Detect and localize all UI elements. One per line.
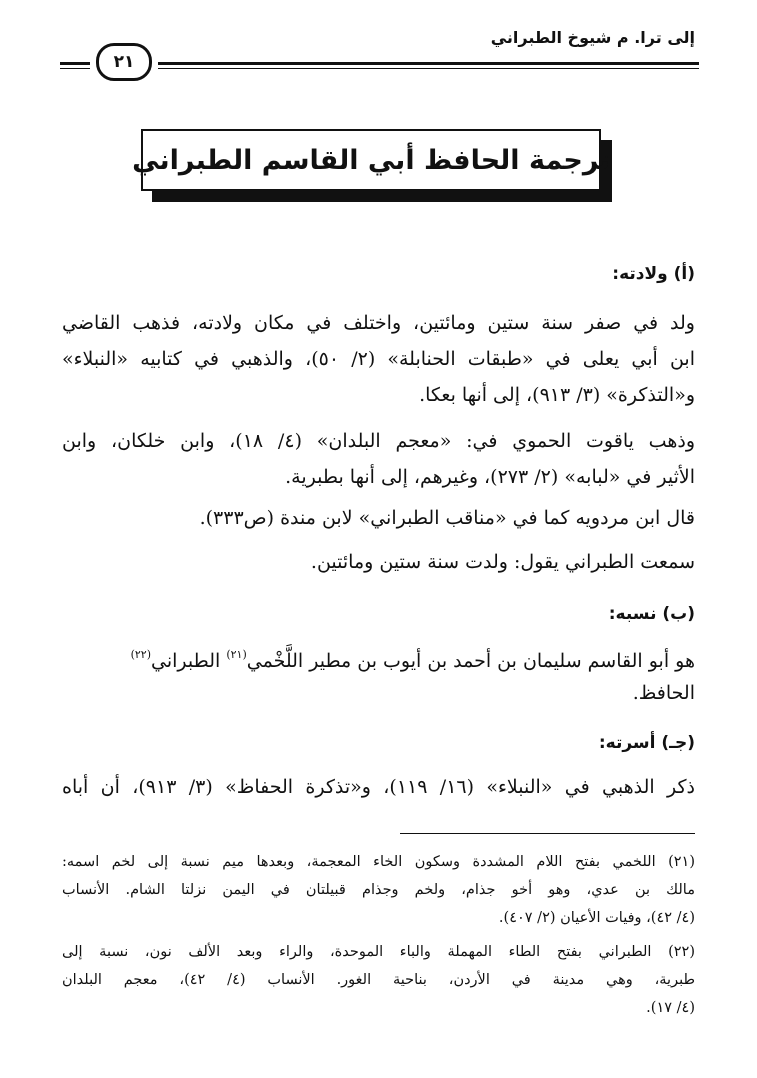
- footnote-22-line: طبرية، وهي مدينة في الأردن، بناحية الغور. الأنساب (٤/ ٤٢)، معجم البلدان: [62, 972, 695, 988]
- paragraph-line: قال ابن مردويه كما في «مناقب الطبراني» لابن مندة (ص٣٣٣).: [199, 507, 695, 529]
- running-header-title: إلى ترا. م شيوخ الطبراني: [490, 28, 695, 47]
- header-rule-left-thin: [60, 68, 90, 69]
- paragraph-line: ابن أبي يعلى في «طبقات الحنابلة» (٢/ ٥٠)، والذهبي في كتابيه «النبلاء»: [62, 348, 695, 370]
- section-heading-lineage: (ب) نسبه:: [608, 604, 695, 624]
- footnote-22-line: (٢٢) الطبراني بفتح الطاء المهملة والباء الموحدة، والراء وبعد الألف نون، نسبة إلى: [62, 944, 695, 960]
- header-rule-left-thick: [60, 62, 90, 65]
- header-rule-thick: [158, 62, 699, 65]
- header-rule-thin: [158, 68, 699, 69]
- paragraph-line: ولد في صفر سنة ستين ومائتين، واختلف في مكان ولادته، فذهب القاضي: [62, 312, 695, 334]
- section-heading-birth: (أ) ولادته:: [612, 264, 695, 284]
- lineage-text-a: هو أبو القاسم سليمان بن أحمد بن أيوب بن مطير اللَّخْمي: [246, 650, 695, 672]
- lineage-line: [62, 640, 695, 676]
- footnote-ref-21[interactable]: (٢١): [226, 648, 247, 661]
- paragraph-line: ذكر الذهبي في «النبلاء» (١٦/ ١١٩)، و«تذكرة الحفاظ» (٣/ ٩١٣)، أن أباه: [62, 776, 695, 798]
- footnote-21-line: (٤/ ٤٢)، وفيات الأعيان (٢/ ٤٠٧).: [498, 910, 695, 926]
- footnote-ref-22[interactable]: (٢٢): [130, 648, 151, 661]
- footnote-22-line: (٤/ ١٧).: [646, 1000, 695, 1016]
- section-heading-family: (جـ) أسرته:: [598, 733, 695, 753]
- paragraph-line: الأثير في «لبابه» (٢/ ٢٧٣)، وغيرهم، إلى أنها بطبرية.: [285, 466, 695, 488]
- paragraph-line: سمعت الطبراني يقول: ولدت سنة ستين ومائتين.: [310, 551, 695, 573]
- footnote-21-line: (٢١) اللخمي بفتح اللام المشددة وسكون الخاء المعجمة، وبعدها ميم نسبة إلى لخم اسمه:: [62, 854, 695, 870]
- lineage-text-b: الطبراني: [151, 650, 227, 672]
- footnote-separator: [400, 833, 695, 834]
- paragraph-line: و«التذكرة» (٣/ ٩١٣)، إلى أنها بعكا.: [419, 384, 695, 406]
- paragraph-line: وذهب ياقوت الحموي في: «معجم البلدان» (٤/ ١٨)، وابن خلكان، وابن: [62, 430, 695, 452]
- paragraph-line: الحافظ.: [632, 682, 695, 704]
- chapter-title: ترجمة الحافظ أبي القاسم الطبراني: [141, 129, 601, 191]
- page-number: ٢١: [96, 43, 152, 81]
- footnote-21-line: مالك بن عدي، وهو أخو جذام، ولخم وجذام قبيلتان في اليمن نزلتا الشام. الأنساب: [62, 882, 695, 898]
